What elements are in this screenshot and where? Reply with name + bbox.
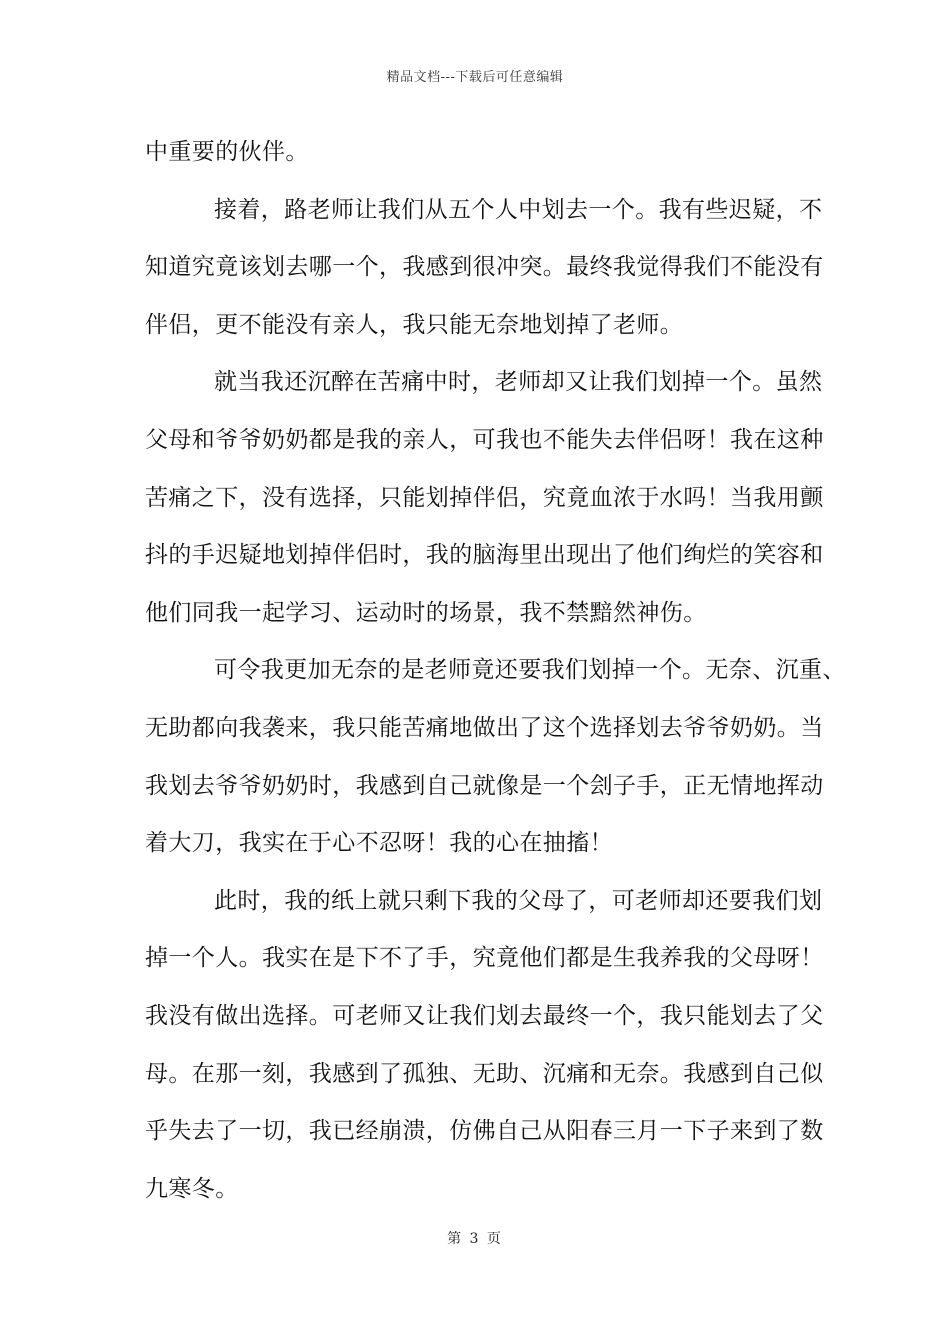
paragraph-first-line: 就当我还沉醉在苦痛中时，老师却又让我们划掉一个。虽然 — [214, 369, 823, 396]
text-line: 他们同我一起学习、运动时的场景，我不禁黯然神伤。 — [145, 599, 707, 626]
text-line: 九寒冬。 — [145, 1175, 239, 1202]
text-line: 着大刀，我实在于心不忍呀！我的心在抽搐！ — [145, 830, 613, 857]
text-line: 乎失去了一切，我已经崩溃，仿佛自己从阳春三月一下子来到了数 — [145, 1118, 824, 1145]
text-line: 苦痛之下，没有选择，只能划掉伴侣，究竟血浓于水吗！当我用颤 — [145, 484, 824, 511]
document-body — [145, 134, 846, 1228]
text-line: 父母和爷爷奶奶都是我的亲人，可我也不能失去伴侣呀！我在这种 — [145, 426, 824, 453]
paragraph-first-line: 此时，我的纸上就只剩下我的父母了，可老师却还要我们划 — [214, 887, 823, 914]
text-line: 无助都向我袭来，我只能苦痛地做出了这个选择划去爷爷奶奶。当 — [145, 714, 824, 741]
paragraph-first-line: 接着，路老师让我们从五个人中划去一个。我有些迟疑，不 — [214, 196, 823, 223]
text-line: 我划去爷爷奶奶时，我感到自己就像是一个刽子手，正无情地挥动 — [145, 772, 824, 799]
paragraph-first-line: 可令我更加无奈的是老师竟还要我们划掉一个。无奈、沉重、 — [214, 657, 846, 684]
page-number: 第 3 页 — [447, 1231, 503, 1247]
page-header: 精品文档---下载后可任意编辑 — [386, 70, 564, 85]
text-line: 抖的手迟疑地划掉伴侣时，我的脑海里出现出了他们绚烂的笑容和 — [145, 542, 824, 569]
text-line: 伴侣，更不能没有亲人，我只能无奈地划掉了老师。 — [145, 311, 684, 338]
text-line: 母。在那一刻，我感到了孤独、无助、沉痛和无奈。我感到自己似 — [145, 1060, 824, 1087]
text-line: 中重要的伙伴。 — [145, 139, 309, 165]
text-line: 知道究竟该划去哪一个，我感到很冲突。最终我觉得我们不能没有 — [145, 254, 824, 281]
text-line: 我没有做出选择。可老师又让我们划去最终一个，我只能划去了父 — [145, 1002, 824, 1029]
text-line: 掉一个人。我实在是下不了手，究竟他们都是生我养我的父母呀！ — [145, 945, 824, 972]
